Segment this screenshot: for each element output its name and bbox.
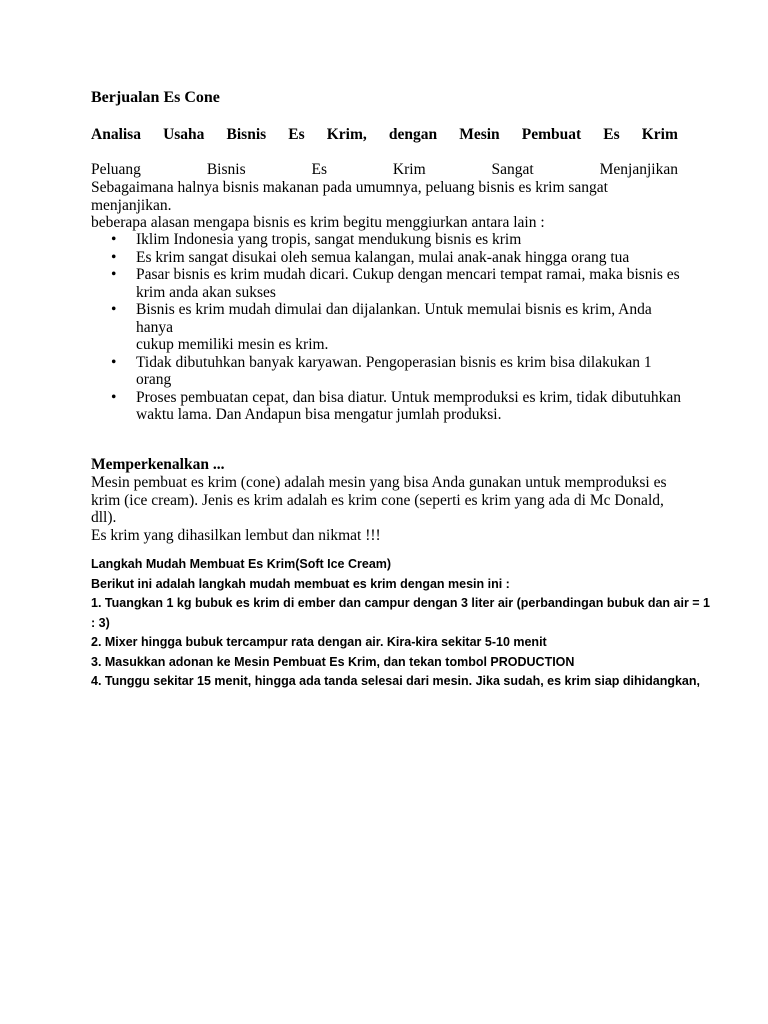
list-item: • Bisnis es krim mudah dimulai dan dijalankan. Untuk memulai bisnis es krim, Anda hanya cukup memiliki mesin es krim. [111,301,652,353]
steps-intro: Berikut ini adalah langkah mudah membuat es krim dengan mesin ini : [91,576,510,591]
paragraph-line: Es krim yang dihasilkan lembut dan nikmat !!! [91,526,381,544]
step-line: 2. Mixer hingga bubuk tercampur rata dengan air. Kira-kira sekitar 5-10 menit [91,635,547,649]
subtitle-word: Krim [641,126,678,143]
memperkenalkan-paragraph [91,474,681,544]
steps-section [91,555,711,692]
document-subtitle [91,126,678,144]
step-line: 4. Tunggu sekitar 15 menit, hingga ada tanda selesai dari mesin. Jika sudah, es krim siap dihidangkan, [91,674,700,688]
subtitle-word: Bisnis [226,126,267,143]
paragraph-line: krim (ice cream). Jenis es krim adalah es krim cone (seperti es krim yang ada di Mc Donald, dll). [91,491,664,526]
subtitle-word: Mesin [459,126,500,143]
subtitle-word: Pembuat [521,126,582,143]
step-line: : 3) [91,615,110,630]
subtitle-word: Analisa [91,126,141,143]
list-item: • Tidak dibutuhkan banyak karyawan. Pengoperasian bisnis es krim bisa dilakukan 1 orang [111,353,652,388]
document-title: Berjualan Es Cone [91,89,220,106]
bullet-icon: • [111,231,117,248]
peluang-word: Peluang [91,161,141,178]
subtitle-word: Usaha [163,126,205,143]
list-item: • Es krim sangat disukai oleh semua kalangan, mulai anak-anak hingga orang tua [111,248,630,266]
peluang-heading [91,161,678,179]
list-item: • Pasar bisnis es krim mudah dicari. Cukup dengan mencari tempat ramai, maka bisnis es krim anda akan sukses [111,266,680,301]
subtitle-word: Es [603,126,620,143]
paragraph-line: Sebagaimana halnya bisnis makanan pada umumnya, peluang bisnis es krim sangat menjanjikan. [91,179,608,214]
peluang-word: Krim [392,161,426,178]
memperkenalkan-heading: Memperkenalkan ... [91,456,225,473]
subtitle-word: Krim, [326,126,367,143]
list-item: • Proses pembuatan cepat, dan bisa diatur. Untuk memproduksi es krim, tidak dibutuhkan waktu lama. Dan Andapun bisa mengatur jumlah produksi. [111,388,681,423]
subtitle-word: dengan [388,126,438,143]
bullet-icon: • [111,353,117,371]
intro-paragraph [91,179,681,232]
list-item: • Iklim Indonesia yang tropis, sangat mendukung bisnis es krim [111,231,522,248]
paragraph-line: beberapa alasan mengapa bisnis es krim begitu menggiurkan antara lain : [91,214,545,231]
reasons-list [91,231,681,424]
step-line: 3. Masukkan adonan ke Mesin Pembuat Es Krim, dan tekan tombol PRODUCTION [91,654,575,669]
bullet-icon: • [111,301,117,318]
peluang-word: Sangat [491,161,534,178]
subtitle-word: Es [288,126,305,143]
peluang-word: Es [311,161,328,178]
paragraph-line: Mesin pembuat es krim (cone) adalah mesin yang bisa Anda gunakan untuk memproduksi es [91,474,667,491]
steps-heading: Langkah Mudah Membuat Es Krim(Soft Ice Cream) [91,557,392,571]
step-line: 1. Tuangkan 1 kg bubuk es krim di ember dan campur dengan 3 liter air (perbandingan bubuk dan air = 1 [91,596,711,610]
bullet-icon: • [111,388,117,406]
bullet-icon: • [111,266,117,283]
peluang-word: Menjanjikan [599,161,678,178]
bullet-icon: • [111,248,117,266]
peluang-word: Bisnis [206,161,246,178]
